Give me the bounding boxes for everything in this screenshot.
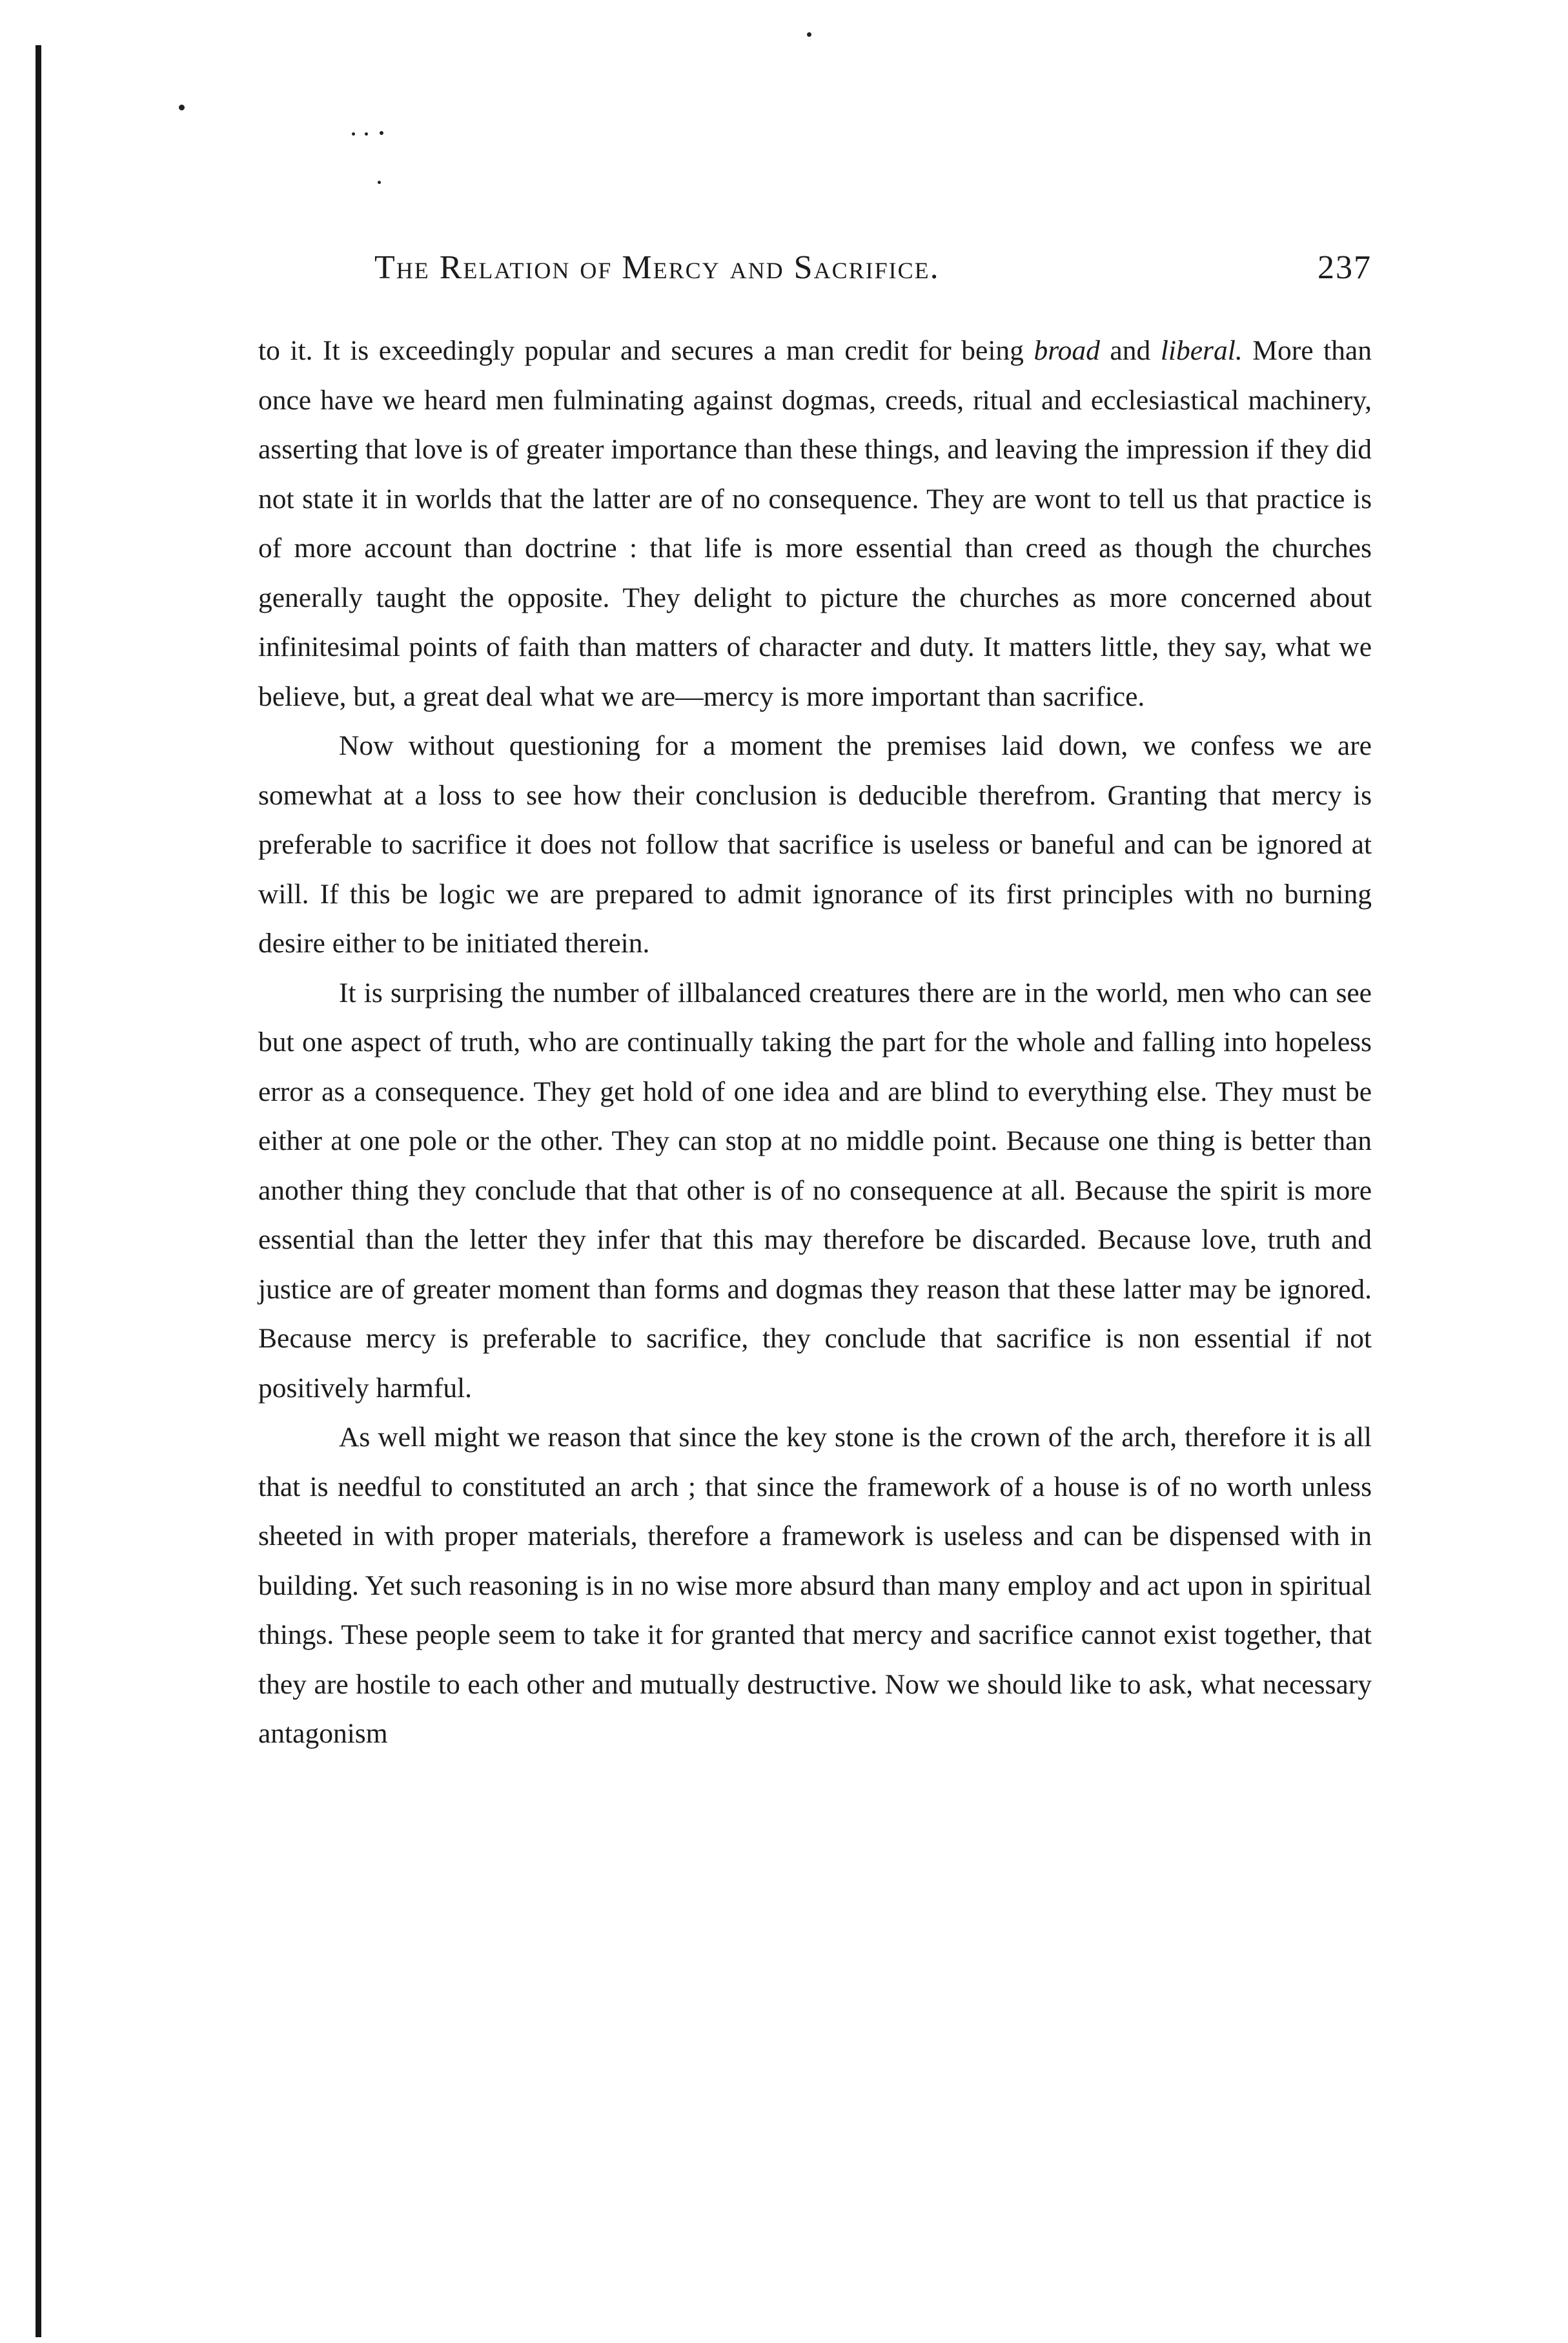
text-run: to it. It is exceedingly popular and secures a man credit for being bbox=[258, 335, 1034, 366]
running-title: The Relation of Mercy and Sacrifice. bbox=[374, 249, 940, 286]
italic-run: liberal. bbox=[1160, 335, 1243, 366]
running-header bbox=[374, 249, 1372, 300]
ink-speck bbox=[378, 181, 381, 184]
ink-speck bbox=[807, 32, 811, 37]
text-run: It is surprising the number of illbalanced creatures there are in the world, men who can see but one aspect of truth, who are continually taking the part for the whole and falling into hopeless error as a consequence. They get hold of one idea and are blind to everything else. They must be either at one pole or the other. They can stop at no middle point. Because one thing is better than another thing they conclude that that other is of no consequence at all. Because the spirit is more essential than the letter they infer that this may therefore be discarded. Because love, truth and justice are of greater moment than forms and dogmas they reason that these latter may be ignored. Because mercy is preferable to sacrifice, they conclude that sacrifice is non essential if not positively harmful. bbox=[258, 977, 1372, 1404]
ink-speck bbox=[380, 131, 383, 135]
paragraph bbox=[258, 968, 1372, 1413]
binding-edge bbox=[36, 45, 41, 2337]
italic-run: broad bbox=[1033, 335, 1100, 366]
page-number: 237 bbox=[1318, 249, 1372, 286]
paragraph bbox=[258, 326, 1372, 721]
text-run: and bbox=[1099, 335, 1161, 366]
text-run: Now without questioning for a moment the premises laid down, we confess we are somewhat at a loss to see how their conclusion is deducible therefrom. Granting that mercy is preferable to sacrifice it does not follow that sacrifice is useless or baneful and can be ignored at will. If this be logic we are prepared to admit ignorance of its first principles with no burning desire either to be initiated therein. bbox=[258, 730, 1372, 959]
text-run: More than once have we heard men fulminating against dogmas, creeds, ritual and ecclesiastical machinery, asserting that love is of greater importance than these things, and leaving the impression if they did not state it in worlds that the latter are of no consequence. They are wont to tell us that practice is of more account than doctrine : that life is more essential than creed as though the churches generally taught the opposite. They delight to picture the churches as more concerned about infinitesimal points of faith than matters of character and duty. It matters little, they say, what we believe, but, a great deal what we are—mercy is more important than sacrifice. bbox=[258, 335, 1372, 712]
ink-speck bbox=[365, 132, 368, 136]
ink-speck bbox=[352, 132, 355, 136]
paragraph bbox=[258, 1413, 1372, 1759]
ink-speck bbox=[179, 105, 185, 110]
text-run: As well might we reason that since the key stone is the crown of the arch, therefore it is all that is needful to constituted an arch ; that since the framework of a house is of no worth unless sheeted in with proper materials, therefore a framework is useless and can be dispensed with in building. Yet such reasoning is in no wise more absurd than many employ and act upon in spiritual things. These people seem to take it for granted that mercy and sacrifice cannot exist together, that they are hostile to each other and mutually destructive. Now we should like to ask, what necessary antagonism bbox=[258, 1422, 1372, 1749]
body-text bbox=[258, 326, 1372, 1759]
paragraph bbox=[258, 721, 1372, 968]
